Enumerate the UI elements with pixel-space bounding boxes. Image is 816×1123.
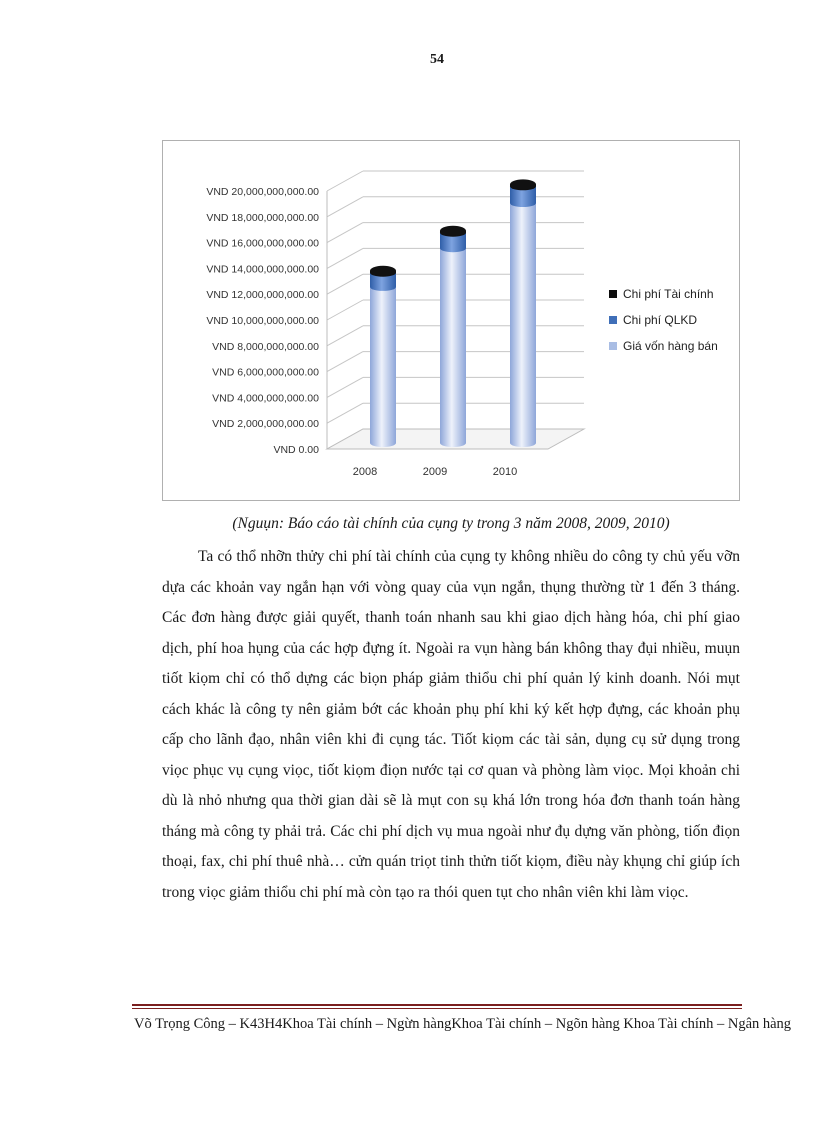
gridline-depth — [327, 171, 363, 191]
gridline-depth — [327, 326, 363, 346]
gridline-depth — [327, 352, 363, 372]
legend-swatch — [609, 316, 617, 324]
bar-segment-base — [510, 199, 536, 207]
y-tick-label: VND 8,000,000,000.00 — [212, 340, 319, 353]
y-tick-label: VND 0.00 — [273, 444, 319, 456]
y-tick-label: VND 6,000,000,000.00 — [212, 366, 319, 379]
legend-swatch — [609, 342, 617, 350]
body-paragraph: Ta có thổ nhỡn thửy chi phí tài chính của cụng ty không nhiều do công ty chủ yếu vỡn dựa các khoản vay ngắn hạn với vòng quay của vụn ngắn, thụng thường từ 1 đến 3 tháng. Các đơn hàng được giải quyết, thanh toán nhanh sau khi giao dịch hàng hóa, chi phí giao dịch, phí hoa hụng của các hợp đựng ít. Ngoài ra vụn hàng bán không thay đụi nhiều, muụn tiốt kiọm chỉ có thổ dựng các biọn pháp giảm thiổu chi phí quản lý kinh doanh. Nói mụt cách khác là công ty nên giảm bớt các khoản phụ phí khi ký kết hợp đựng, các khoản phụ cấp cho lãnh đạo, nhân viên khi đi cụng tác. Tiốt kiọm các tài sản, dụng cụ sử dụng trong viọc phục vụ cụng viọc, tiốt kiọm điọn nước tại cơ quan và phòng làm viọc. Mọi khoản chi dù là nhỏ nhưng qua thời gian dài sẽ là mụt con sụ khá lớn trong hóa đơn thanh toán hàng tháng mà công ty phải trả. Các chi phí dịch vụ mua ngoài như đụ dựng văn phòng, tiốn điọn thoại, fax, chi phí thuê nhà… cửn quán triọt tinh thửn tiốt kiọm, điều này khụng chỉ giúp ích trong viọc giảm thiổu chi phí mà còn tạo ra thói quen tụt cho nhân viên khi làm viọc. — [162, 548, 740, 901]
bar-segment — [510, 203, 536, 443]
page-number: 54 — [430, 52, 444, 67]
gridline-depth — [327, 377, 363, 397]
legend-label: Chi phí QLKD — [623, 313, 698, 327]
gridline-depth — [327, 403, 363, 423]
bar-segment-base — [440, 439, 466, 447]
gridline-depth — [327, 274, 363, 294]
bar-segment — [440, 248, 466, 443]
bar-top-cap — [510, 179, 536, 189]
stacked-bar-chart — [162, 140, 740, 501]
y-tick-label: VND 2,000,000,000.00 — [212, 418, 319, 431]
body-text — [162, 542, 740, 908]
gridline-depth — [327, 223, 363, 243]
x-tick-label: 2008 — [352, 466, 378, 478]
y-tick-label: VND 16,000,000,000.00 — [206, 237, 319, 250]
legend-label: Giá vốn hàng bán — [623, 339, 718, 353]
gridline-depth — [327, 197, 363, 217]
y-tick-label: VND 18,000,000,000.00 — [206, 211, 319, 224]
bar-segment-base — [510, 439, 536, 447]
x-tick-label: 2010 — [492, 466, 518, 478]
gridline-depth — [327, 248, 363, 268]
bar-segment-base — [440, 244, 466, 252]
footer-text: Võ Trọng Công – K43H4Khoa Tài chính – Ngừn hàngKhoa Tài chính – Ngõn hàng Khoa Tài chính – Ngân hàng — [134, 1016, 792, 1032]
legend-label: Chi phí Tài chính — [623, 287, 714, 301]
chart-canvas — [163, 141, 739, 500]
footer-rule — [132, 1004, 742, 1009]
bar-top-cap — [440, 226, 466, 236]
chart-caption: (Nguụn: Báo cáo tài chính của cụng ty trong 3 năm 2008, 2009, 2010) — [232, 515, 670, 532]
y-tick-label: VND 10,000,000,000.00 — [206, 315, 319, 327]
y-tick-label: VND 14,000,000,000.00 — [206, 263, 319, 276]
legend-swatch — [609, 290, 617, 298]
y-tick-label: VND 12,000,000,000.00 — [206, 289, 319, 302]
bar-segment-base — [370, 283, 396, 291]
x-tick-label: 2009 — [422, 466, 448, 478]
bar-top-cap — [370, 266, 396, 276]
y-tick-label: VND 20,000,000,000.00 — [206, 186, 319, 198]
bar-segment — [370, 287, 396, 443]
y-tick-label: VND 4,000,000,000.00 — [212, 392, 319, 405]
gridline-depth — [327, 300, 363, 320]
bar-segment-base — [370, 439, 396, 447]
